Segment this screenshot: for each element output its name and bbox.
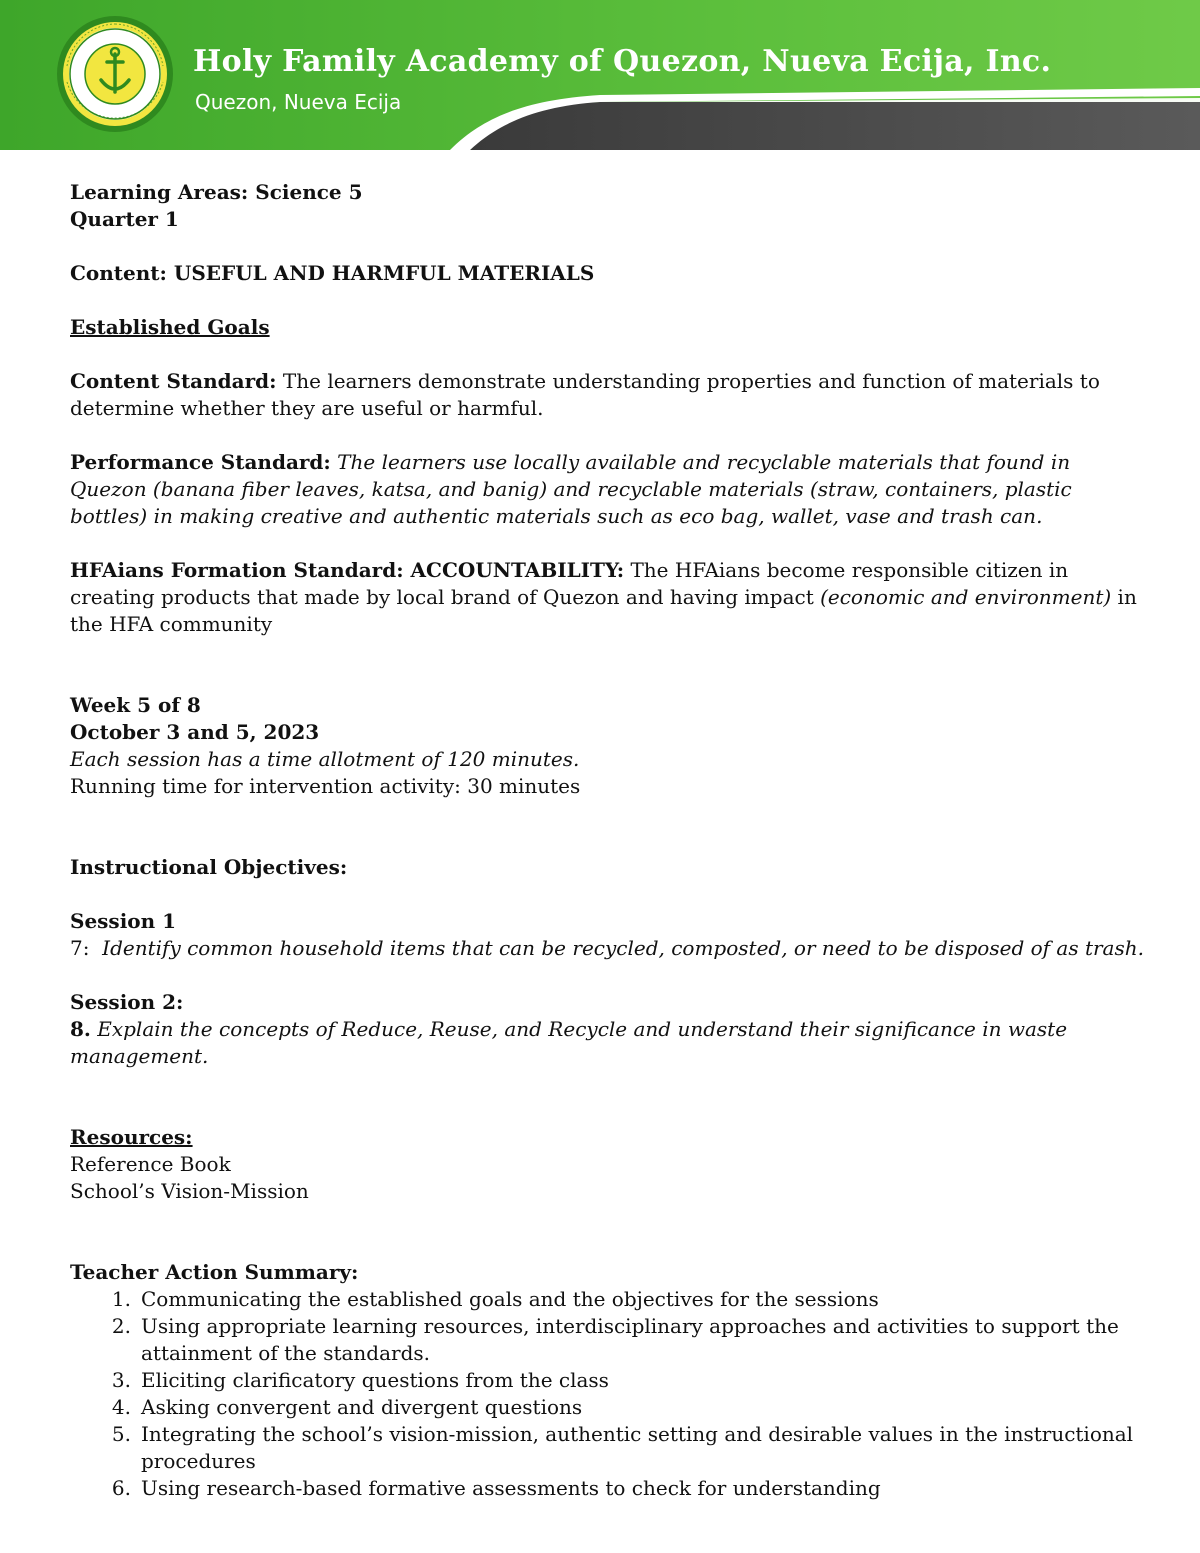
list-item-text: Eliciting clarificatory questions from the class: [141, 1368, 609, 1392]
list-item-number: 2.: [111, 1314, 131, 1338]
learning-areas: Learning Areas: Science 5: [70, 180, 363, 204]
teacher-action-heading: Teacher Action Summary:: [70, 1260, 359, 1284]
session2-text: Explain the concepts of Reduce, Reuse, and Recycle and understand their significance in waste management.: [70, 1017, 1068, 1068]
content-standard: [70, 368, 1150, 422]
list-item: [111, 1394, 1150, 1421]
school-seal-logo: [55, 14, 175, 134]
time-allotment: Each session has a time allotment of 120 minutes.: [70, 747, 580, 771]
list-item-text: Using appropriate learning resources, interdisciplinary approaches and activities to support the attainment of the standards.: [141, 1314, 1119, 1365]
list-item-number: 4.: [111, 1395, 131, 1419]
session2-number: 8.: [70, 1017, 91, 1041]
list-item-text: Using research-based formative assessments to check for understanding: [141, 1476, 881, 1500]
session2-heading: Session 2:: [70, 990, 184, 1014]
performance-standard-text: The learners use locally available and recyclable materials that found in Quezon (banana fiber leaves, katsa, and banig) and recyclable materials (straw, containers, plastic bottles) in making creative and authentic materials such as eco bag, wallet, vase and trash can.: [70, 450, 1072, 528]
session2-objective: [70, 1016, 1150, 1070]
performance-standard-label: Performance Standard:: [70, 450, 331, 474]
content-standard-text: The learners demonstrate understanding properties and function of materials to determine whether they are useful or harmful.: [70, 369, 1100, 420]
quarter: Quarter 1: [70, 207, 179, 231]
session1-heading: Session 1: [70, 909, 177, 933]
session1-text: Identify common household items that can be recycled, composted, or need to be disposed of as trash.: [89, 936, 1144, 960]
list-item: [111, 1475, 1150, 1502]
formation-text-1: The HFAians become responsible citizen in creating products that made by local brand of Quezon and having impact: [70, 558, 1069, 609]
list-item-number: 1.: [111, 1287, 131, 1311]
lesson-plan-body: [70, 179, 1150, 1502]
list-item: [111, 1421, 1150, 1475]
list-item-number: 6.: [111, 1476, 131, 1500]
content-title: Content: USEFUL AND HARMFUL MATERIALS: [70, 261, 595, 285]
established-goals-heading: Established Goals: [70, 315, 270, 339]
session-date: October 3 and 5, 2023: [70, 720, 320, 744]
resource-item: Reference Book: [70, 1152, 231, 1176]
list-item-text: Communicating the established goals and the objectives for the sessions: [141, 1287, 879, 1311]
list-item: [111, 1367, 1150, 1394]
list-item-number: 5.: [111, 1422, 131, 1446]
objectives-heading: Instructional Objectives:: [70, 855, 348, 879]
session1-objective: [70, 935, 1150, 962]
performance-standard: [70, 449, 1150, 530]
week-label: Week 5 of 8: [70, 693, 201, 717]
list-item: [111, 1313, 1150, 1367]
school-location: Quezon, Nueva Ecija: [195, 90, 402, 114]
school-header-banner: [0, 0, 1200, 150]
teacher-action-list: [70, 1286, 1150, 1502]
running-time: Running time for intervention activity: 30 minutes: [70, 774, 581, 798]
resource-item: School’s Vision-Mission: [70, 1179, 309, 1203]
formation-text-2: in the HFA community: [70, 585, 1137, 636]
resources-heading: Resources:: [70, 1125, 193, 1149]
list-item: [111, 1286, 1150, 1313]
content-standard-label: Content Standard:: [70, 369, 277, 393]
formation-standard-label: HFAians Formation Standard: ACCOUNTABILITY:: [70, 558, 625, 582]
list-item-text: Integrating the school’s vision-mission, authentic setting and desirable values in the instructional procedures: [141, 1422, 1134, 1473]
formation-standard: [70, 557, 1150, 638]
list-item-number: 3.: [111, 1368, 131, 1392]
session1-number: 7:: [70, 936, 90, 960]
school-name: Holy Family Academy of Quezon, Nueva Ecija, Inc.: [193, 44, 1052, 79]
list-item-text: Asking convergent and divergent questions: [141, 1395, 583, 1419]
formation-text-italic: (economic and environment): [820, 585, 1112, 609]
